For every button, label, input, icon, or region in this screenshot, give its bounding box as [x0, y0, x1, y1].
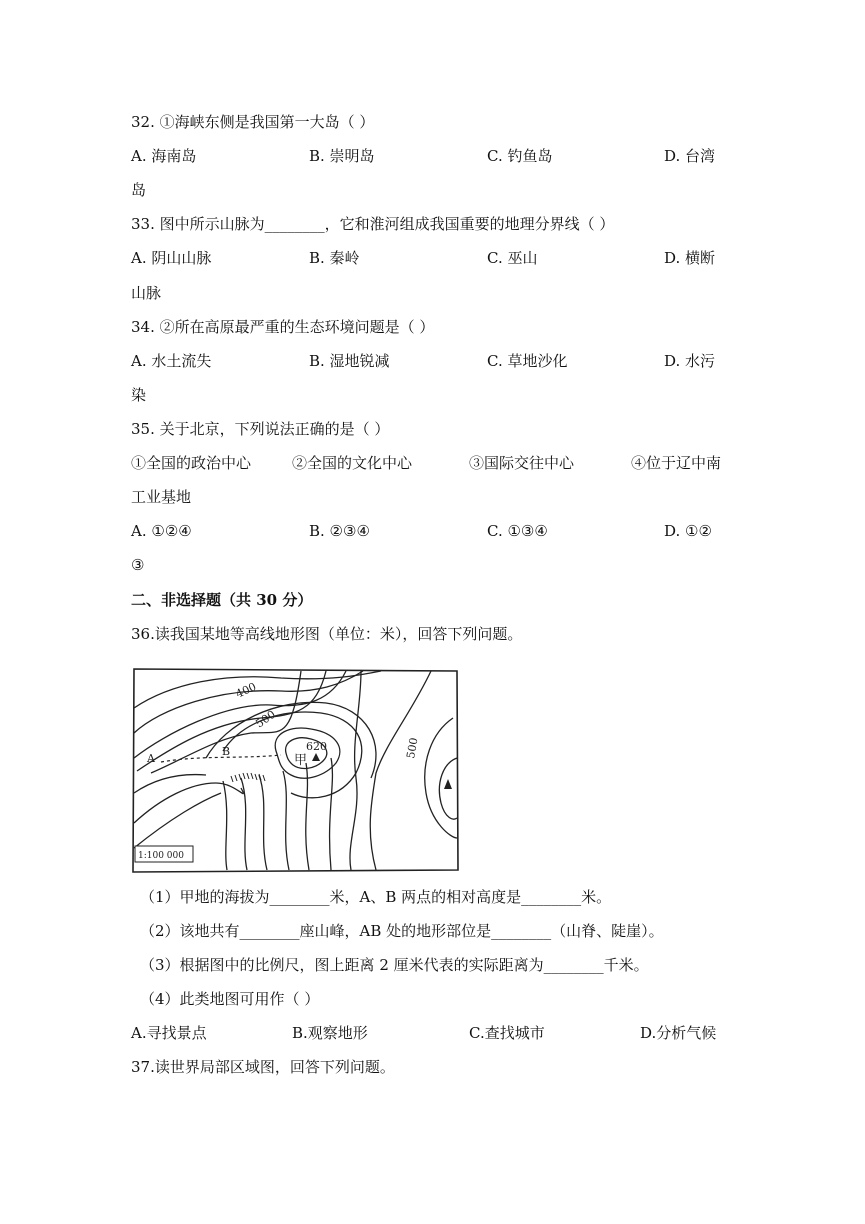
contour-line: [259, 775, 267, 870]
contour-line: [134, 671, 363, 733]
contour-line: [134, 671, 381, 708]
q34-option-a: A. 水土流失: [131, 352, 212, 370]
contour-line: [283, 771, 289, 870]
q35-statement-3: ③国际交往中心: [469, 454, 575, 472]
q33-option-d: D. 横断: [664, 249, 716, 267]
contour-line: [223, 781, 227, 870]
contour-line: [330, 758, 333, 870]
q35-statement-4: ④位于辽中南: [631, 454, 722, 472]
q34-option-b: B. 湿地锐减: [309, 352, 390, 370]
q32-option-d-wrap: 岛: [131, 181, 147, 199]
q36-option-d: D.分析气候: [640, 1024, 717, 1042]
mountain-peak-icon: [312, 753, 320, 761]
q34-option-c: C. 草地沙化: [487, 352, 568, 370]
ab-dashed-line: [161, 755, 281, 762]
q36-sub3: （3）根据图中的比例尺，图上距离 2 厘米代表的实际距离为________千米。: [140, 956, 649, 974]
point-a-label: A: [147, 752, 155, 765]
q33-stem: 33. 图中所示山脉为________，它和淮河组成我国重要的地理分界线（ ）: [131, 215, 615, 233]
section-title: 二、非选择题（共 30 分）: [131, 591, 313, 609]
q36-sub4: （4）此类地图可用作（ ）: [140, 990, 320, 1008]
contour-line: [134, 775, 206, 793]
q35-statement-2: ②全国的文化中心: [292, 454, 413, 472]
q35-statements-wrap: 工业基地: [131, 488, 192, 506]
q35-option-b: B. ②③④: [309, 522, 370, 540]
peak-name-label: 甲: [294, 753, 308, 768]
contour-line: [223, 712, 362, 798]
mountain-peak-icon: [444, 779, 452, 789]
q34-option-d-wrap: 染: [131, 386, 147, 404]
peak-value-label: 620: [306, 740, 327, 753]
contour-label-500-right: 500: [404, 736, 421, 760]
contour-line: [370, 671, 431, 870]
q34-option-d: D. 水污: [664, 352, 716, 370]
contour-label-500-top: 500: [253, 707, 278, 731]
q35-statement-1: ①全国的政治中心: [131, 454, 252, 472]
scale-label: 1:100 000: [138, 851, 184, 861]
q32-stem: 32. ①海峡东侧是我国第一大岛（ ）: [131, 113, 375, 131]
q33-option-b: B. 秦岭: [309, 249, 360, 267]
contour-label-400: 400: [233, 680, 259, 701]
contour-line: [134, 793, 221, 848]
q34-stem: 34. ②所在高原最严重的生态环境问题是（ ）: [131, 318, 435, 336]
q35-option-d: D. ①②: [664, 522, 712, 540]
q35-option-d-wrap: ③: [131, 556, 145, 574]
q35-stem: 35. 关于北京，下列说法正确的是（ ）: [131, 420, 390, 438]
contour-map-figure: [131, 663, 461, 875]
q32-option-a: A. 海南岛: [131, 147, 197, 165]
q35-option-c: C. ①③④: [487, 522, 548, 540]
contour-line: [241, 778, 247, 870]
q32-option-d: D. 台湾: [664, 147, 716, 165]
q36-sub2: （2）该地共有________座山峰，AB 处的地形部位是________（山脊、陡崖）。: [140, 922, 664, 940]
contour-map: [131, 663, 461, 875]
q36-option-c: C.查找城市: [469, 1024, 545, 1042]
point-b-label: B: [222, 745, 231, 758]
contour-line: [350, 671, 361, 870]
q36-sub1: （1）甲地的海拔为________米，A、B 两点的相对高度是________米。: [140, 888, 612, 906]
q37-stem: 37.读世界局部区域图，回答下列问题。: [131, 1058, 395, 1076]
q36-stem: 36.读我国某地等高线地形图（单位：米），回答下列问题。: [131, 625, 523, 643]
q35-option-a: A. ①②④: [131, 522, 192, 540]
q32-option-c: C. 钓鱼岛: [487, 147, 553, 165]
q33-option-c: C. 巫山: [487, 249, 538, 267]
q36-option-a: A.寻找景点: [131, 1024, 207, 1042]
q36-option-b: B.观察地形: [292, 1024, 368, 1042]
q32-option-b: B. 崇明岛: [309, 147, 375, 165]
contour-line: [306, 763, 309, 870]
q33-option-a: A. 阴山山脉: [131, 249, 212, 267]
q33-option-d-wrap: 山脉: [131, 284, 162, 302]
